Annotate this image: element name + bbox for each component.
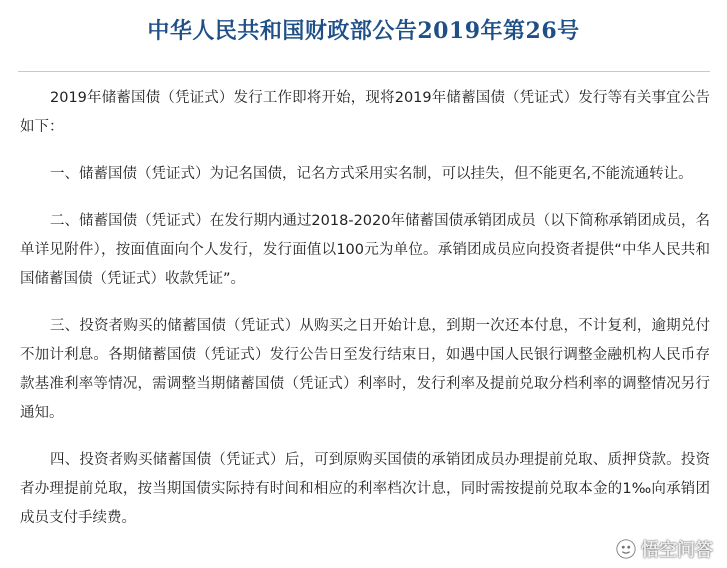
watermark — [615, 536, 713, 562]
paragraph-clause-2: 二、储蓄国债（凭证式）在发行期内通过2018-2020年储蓄国债承销团成员（以下简称承销团成员，名单详见附件），按面值面向个人发行，发行面值以100元为单位。承销团成员应向投资者提供“中华人民共和国储蓄国债（凭证式）收款凭证”。 — [20, 213, 710, 287]
paragraph-clause-3: 三、投资者购买的储蓄国债（凭证式）从购买之日开始计息，到期一次还本付息，不计复利，逾期兑付不加计利息。各期储蓄国债（凭证式）发行公告日至发行结束日，如遇中国人民银行调整金融机构人民币存款基准利率等情况，需调整当期储蓄国债（凭证式）利率时，发行利率及提前兑取分档利率的调整情况另行通知。 — [20, 318, 710, 421]
watermark-text: 悟空问答 — [641, 540, 713, 561]
wukong-logo-icon — [615, 538, 637, 560]
paragraph-clause-1: 一、储蓄国债（凭证式）为记名国债，记名方式采用实名制，可以挂失，但不能更名,不能流通转让。 — [50, 166, 693, 182]
page-title: 中华人民共和国财政部公告2019年第26号 — [147, 18, 580, 44]
paragraph-intro: 2019年储蓄国债（凭证式）发行工作即将开始，现将2019年储蓄国债（凭证式）发行等有关事宜公告如下： — [20, 90, 710, 135]
announcement-body — [20, 84, 710, 551]
title-divider — [18, 71, 710, 72]
paragraph-clause-4: 四、投资者购买储蓄国债（凭证式）后，可到原购买国债的承销团成员办理提前兑取、质押贷款。投资者办理提前兑取，按当期国债实际持有时间和相应的利率档次计息，同时需按提前兑取本金的1‰向承销团成员支付手续费。 — [20, 452, 710, 526]
